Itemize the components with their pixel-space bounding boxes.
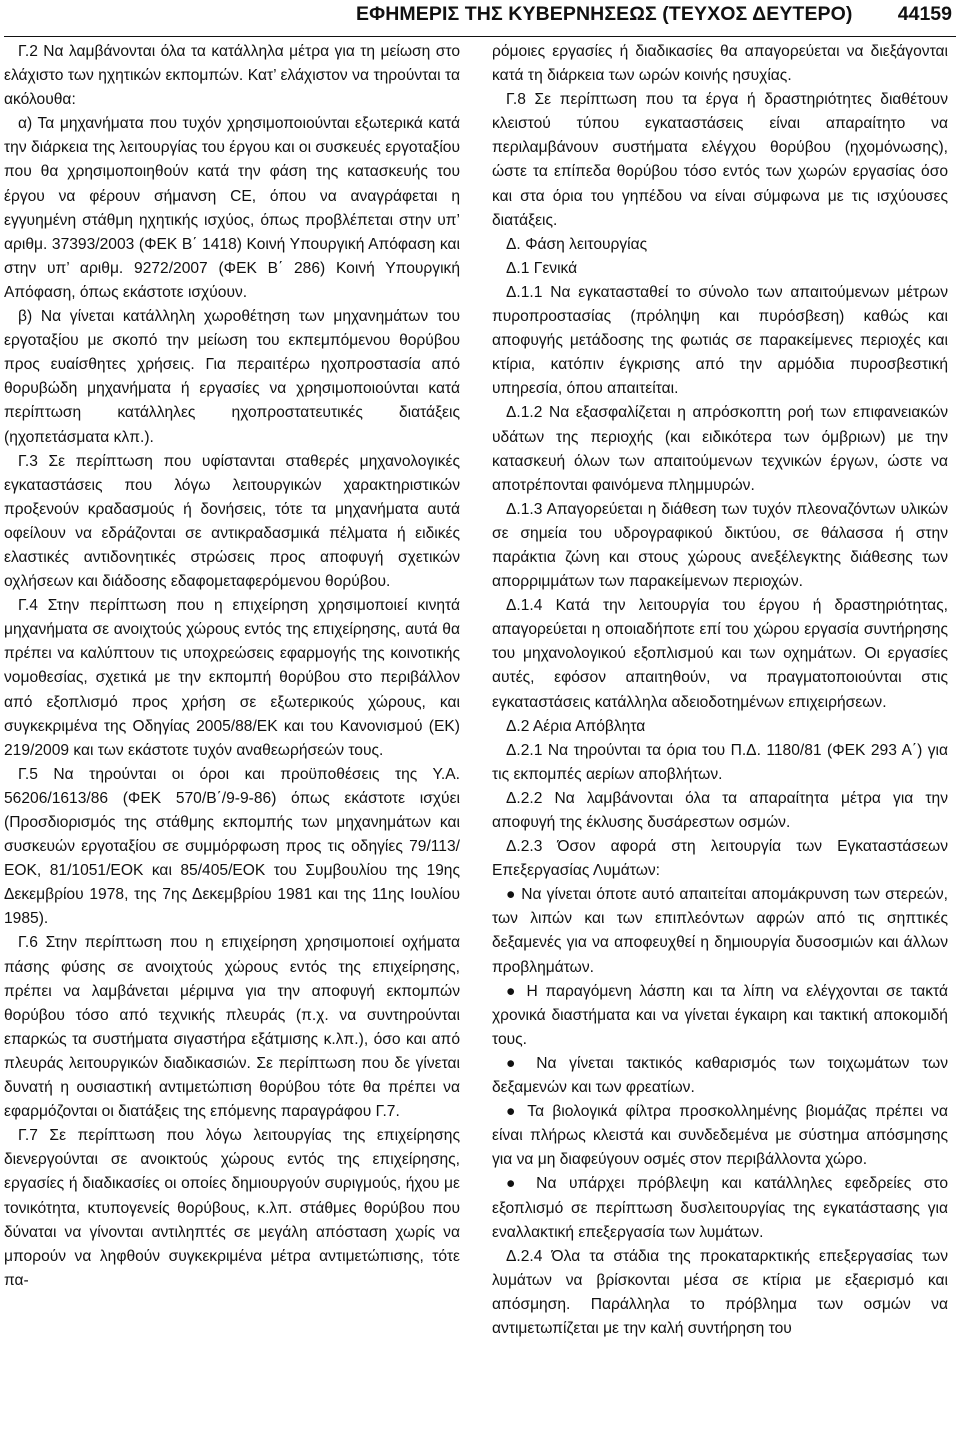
paragraph-d24: Δ.2.4 Όλα τα στάδια της προκαταρκτικής επεξεργασίας των λυμάτων να βρίσκονται μέσα σε κτίρια με εξαερισμό και απόσμηση. Παράλληλα το πρόβλημα των οσμών να αντιμετωπίζεται με την καλή συντήρηση του <box>492 1247 948 1337</box>
bullet-item: ● Τα βιολογικά φίλτρα προσκολλημένης βιομάζας πρέπει να είναι πλήρως κλειστά και συνδεδεμένα με σύστημα απόσμησης για να μη διαφεύγουν οσμές στον περιβάλλοντα χώρο. <box>492 1103 948 1169</box>
paragraph-g7-continued: ρόμοιες εργασίες ή διαδικασίες θα απαγορεύεται να διεξάγονται κατά τη διάρκεια των ωρών κοινής ησυχίας. <box>492 43 948 85</box>
bullet-item: ● Να γίνεται όποτε αυτό απαιτείται απομάκρυνση των στερεών, των λιπών και των επιπλεόντων αφρών από τις σηπτικές δεξαμενές για να αποφευχθεί η δημιουργία δυσοσμιών και άλλων προβλημάτων. <box>492 886 948 976</box>
header-rule <box>4 36 956 37</box>
paragraph-d21: Δ.2.1 Να τηρούνται τα όρια του Π.Δ. 1180/81 (ΦΕΚ 293 Α΄) για τις εκπομπές αερίων αποβλήτων. <box>492 741 948 783</box>
paragraph-d11: Δ.1.1 Να εγκατασταθεί το σύνολο των απαιτούμενων μέτρων πυροπροστασίας (πρόληψη και πυρόσβεση) καθώς και αποφυγής μετάδοσης της φωτιάς σε παρακείμενες περιοχές και κτίρια, κατόπιν έγκρισης από την αρμόδια πυροσβεστική υπηρεσία, όπου απαιτείται. <box>492 283 948 398</box>
page-number: 44159 <box>897 3 952 25</box>
paragraph-g2-b: β) Να γίνεται κατάλληλη χωροθέτηση των μηχανημάτων του εργοταξίου με σκοπό την μείωση του εκπεμπόμενου θορύβου προς ευαίσθητες χρήσεις. Για περαιτέρω ηχοπροστασία από θορυβώδη μηχανήματα ή εργασίες να χρησιμοποιούνται κατά περίπτωση κατάλληλες ηχοπροστατευτικές διατάξεις (ηχοπετάσματα κλπ.). <box>4 308 460 446</box>
section-heading-d2: Δ.2 Αέρια Απόβλητα <box>506 717 646 735</box>
right-column <box>492 40 948 1430</box>
paragraph-d12: Δ.1.2 Να εξασφαλίζεται η απρόσκοπτη ροή των επιφανειακών υδάτων της περιοχής (και ειδικότερα των όμβριων) με την κατασκευή όλων των απαιτούμενων τεχνικών έργων, ώστε να αποτρέπονται φαινόμενα πλημμυρών. <box>492 404 948 494</box>
page-header <box>0 0 960 36</box>
paragraph-g2-a: α) Τα μηχανήματα που τυχόν χρησιμοποιούνται εξωτερικά κατά την διάρκεια της λειτουργίας του έργου και οι συσκευές εργοταξίου που θα χρησιμοποιηθούν κατά την φάση της κατασκευής του έργου να φέρουν σήμανση CE, όπου να αναγράφεται η εγγυημένη στάθμη ηχητικής ισχύος, όπως προβλέπεται στην υπ’ αριθμ. 37393/2003 (ΦΕΚ Β΄ 1418) Κοινή Υπουργική Απόφαση και στην υπ’ αριθμ. 9272/2007 (ΦΕΚ Β΄ 286) Κοινή Υπουργική Απόφαση, όπως εκάστοτε ισχύουν. <box>4 115 460 301</box>
paragraph-g6: Γ.6 Στην περίπτωση που η επιχείρηση χρησιμοποιεί οχήματα πάσης φύσης σε ανοιχτούς χώρους εντός της επιχείρησης, πρέπει να λαμβάνεται μέριμνα για την αποφυγή εκπομπών θορύβου τόσο από τεχνικής πλευράς (π.χ. να συντηρούνται επαρκώς τα συστήματα σιγαστήρα εξάτμισης κ.λπ.), όσο και από πλευράς λειτουργικών διαδικασιών. Σε περίπτωση που δε γίνεται δυνατή η ουσιαστική αντιμετώπιση θορύβου τότε θα πρέπει να εφαρμόζονται οι διατάξεις της επόμενης παραγράφου Γ.7. <box>4 934 460 1121</box>
paragraph-g7: Γ.7 Σε περίπτωση που λόγω λειτουργίας της επιχείρησης διενεργούνται σε ανοικτούς χώρους εντός της επιχείρησης, εργασίες ή διαδικασίες οι οποίες δημιουργούν συριγμούς, ήχου με τονικότητα, κτυπογενείς θορύβους, κ.λπ. στάθμες θορύβου που δύναται να γίνονται αντιληπτές σε μεγάλη απόσταση χωρίς να μπορούν να ληφθούν συγκεκριμένα μέτρα αντιμετώπισης, τότε πα- <box>4 1127 460 1289</box>
bullet-item: ● Η παραγόμενη λάσπη και τα λίπη να ελέγχονται σε τακτά χρονικά διαστήματα και να γίνεται έγκαιρη και τακτική αποκομιδή τους. <box>492 982 948 1048</box>
paragraph-d14: Δ.1.4 Κατά την λειτουργία του έργου ή δραστηριότητας, απαγορεύεται η οποιαδήποτε επί του χώρου εργασία συντήρησης του μηχανολογικού εξοπλισμού και των οχημάτων. Οι εργασίες αυτές, εφόσον απαιτηθούν, να πραγματοποιούνται στις εγκαταστάσεις κατάλληλα αδειοδοτημένων επιχειρήσεων. <box>492 597 948 711</box>
section-heading-d1: Δ.1 Γενικά <box>506 259 578 277</box>
bullet-item: ● Να υπάρχει πρόβλεψη και κατάλληλες εφεδρείες στο εξοπλισμό σε περίπτωση δυσλειτουργίας της εγκατάστασης για εναλλακτική επεξεργασία των λυμάτων. <box>492 1175 948 1241</box>
paragraph-d22: Δ.2.2 Να λαμβάνονται όλα τα απαραίτητα μέτρα για την αποφυγή της έκλυσης δυσάρεστων οσμών. <box>492 789 948 831</box>
paragraph-g4: Γ.4 Στην περίπτωση που η επιχείρηση χρησιμοποιεί κινητά μηχανήματα σε ανοιχτούς χώρους εντός της επιχείρησης, αυτά θα πρέπει να καλύπτουν τις υποχρεώσεις εφαρμογής της κοινοτικής νομοθεσίας, σχετικά με την εκπομπή θορύβου στο περιβάλλον από εξοπλισμό προς χρήση σε εξωτερικούς χώρους, και συγκεκριμένα της Οδηγίας 2005/88/ΕΚ και του Κανονισμού (ΕΚ) 219/2009 και των εκάστοτε τυχόν αναθεωρήσεών τους. <box>4 597 460 759</box>
paragraph-g3: Γ.3 Σε περίπτωση που υφίστανται σταθερές μηχανολογικές εγκαταστάσεις που λόγω λειτουργικών χαρακτηριστικών προξενούν κραδασμούς ή δονήσεις, τότε τα μηχανήματα αυτά οφείλουν να εδράζονται σε αντικραδασμικά πέλματα ή ειδικές ελαστικές αντιδονητικές στρώσεις προς αποφυγή σχετικών οχλήσεων και διάδοσης εδαφομεταφερόμενου θορύβου. <box>4 452 460 591</box>
paragraph-g2: Γ.2 Να λαμβάνονται όλα τα κατάλληλα μέτρα για τη μείωση στο ελάχιστο των ηχητικών εκπομπών. Κατ’ ελάχιστον να τηρούνται τα ακόλουθα: <box>4 43 460 109</box>
section-heading-d: Δ. Φάση λειτουργίας <box>506 235 648 253</box>
bullet-item: ● Να γίνεται τακτικός καθαρισμός των τοιχωμάτων των δεξαμενών και των φρεατίων. <box>492 1054 948 1097</box>
paragraph-g8: Γ.8 Σε περίπτωση που τα έργα ή δραστηριότητες διαθέτουν κλειστού τύπου εγκαταστάσεις είναι απαραίτητο να περιλαμβάνουν συστήματα ελέγχου θορύβου (ηχομόνωσης), ώστε τα επίπεδα θορύβου τόσο εντός των χωρών εργασίας όσο και στα όρια του γηπέδου να είναι σύμφωνα με τις ισχύουσες διατάξεις. <box>492 91 948 229</box>
left-column <box>4 40 460 1430</box>
paragraph-g5: Γ.5 Να τηρούνται οι όροι και προϋποθέσεις της Υ.Α. 56206/1613/86 (ΦΕΚ 570/Β΄/9-9-86) όπως εκάστοτε ισχύει (Προσδιορισμός της στάθμης εκπομπής των μηχανημάτων και συσκευών εργοταξίου σε συμμόρφωση προς τις οδηγίες 79/113/ΕΟΚ, 81/1051/ΕΟΚ και 85/405/ΕΟΚ του Συμβουλίου της 19ης Δεκεμβρίου 1978, της 7ης Δεκεμβρίου 1981 και της 11ης Ιουλίου 1985). <box>4 765 460 928</box>
paragraph-d13: Δ.1.3 Απαγορεύεται η διάθεση των τυχόν πλεοναζόντων υλικών σε σημεία του υδρογραφικού δικτύου, σε θάλασσα ή στην παράκτια ζώνη και στους χώρους ανεξέλεγκτης διάθεσης των απορριμμάτων των παρακείμενων περιοχών. <box>492 500 948 591</box>
paragraph-d23: Δ.2.3 Όσον αφορά στη λειτουργία των Εγκαταστάσεων Επεξεργασίας Λυμάτων: <box>492 838 948 880</box>
gazette-title: ΕΦΗΜΕΡΙΣ ΤΗΣ ΚΥΒΕΡΝΗΣΕΩΣ (ΤΕΥΧΟΣ ΔΕΥΤΕΡΟ) <box>356 3 853 25</box>
